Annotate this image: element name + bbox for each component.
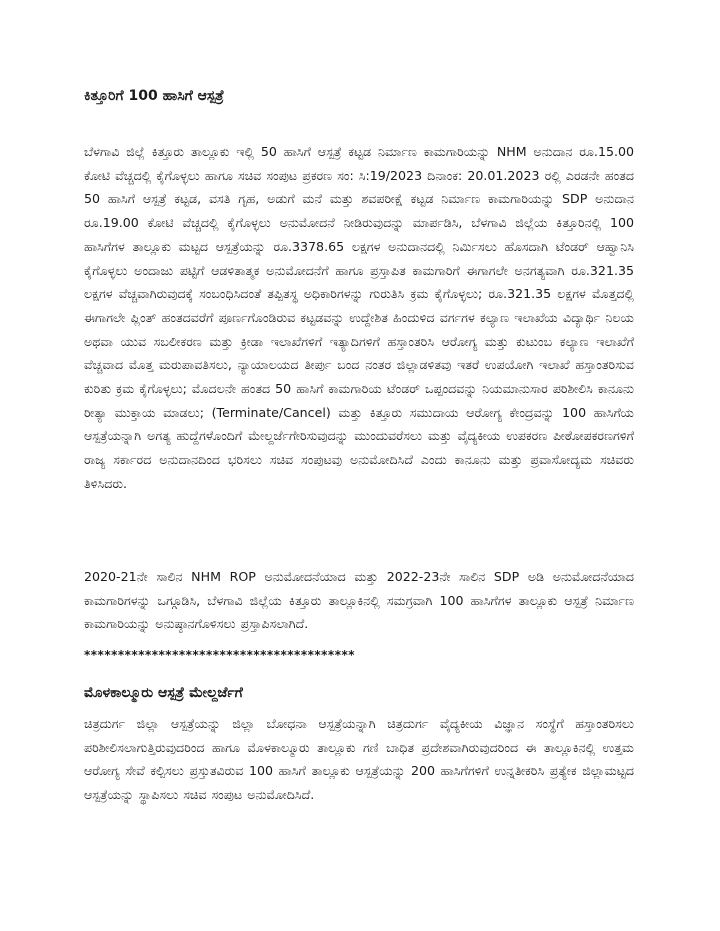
- paragraph-kittur-proposal: 2020-21ನೇ ಸಾಲಿನ NHM ROP ಅನುಮೋದನೆಯಾದ ಮತ್ತು 2022-23ನೇ ಸಾಲಿನ SDP ಅಡಿ ಅನುಮೋದನೆಯಾದ ಕಾಮಗಾರಿಗಳನ್ನು ಒಗ್ಗೂಡಿಸಿ, ಬೆಳಗಾವಿ ಜಿಲ್ಲೆಯ ಕಿತ್ತೂರು ತಾಲ್ಲೂಕಿನಲ್ಲಿ ಸಮಗ್ರವಾಗಿ 100 ಹಾಸಿಗೆಗಳ ತಾಲ್ಲೂಕು ಆಸ್ಪತ್ರೆ ನಿರ್ಮಾಣ ಕಾಮಗಾರಿಯನ್ನು ಅನುಷ್ಠಾನಗೊಳಿಸಲು ಪ್ರಸ್ತಾಪಿಸಲಾಗಿದೆ.: [84, 569, 634, 632]
- paragraph-kittur-details: ಬೆಳಗಾವಿ ಜಿಲ್ಲೆ ಕಿತ್ತೂರು ತಾಲ್ಲೂಕು ಇಲ್ಲಿ 50 ಹಾಸಿಗೆ ಆಸ್ಪತ್ರೆ ಕಟ್ಟಡ ನಿರ್ಮಾಣ ಕಾಮಗಾರಿಯನ್ನು NHM ಅನುದಾನ ರೂ.15.00 ಕೋಟಿ ವೆಚ್ಚದಲ್ಲಿ ಕೈಗೊಳ್ಳಲು ಹಾಗೂ ಸಚಿವ ಸಂಪುಟ ಪ್ರಕರಣ ಸಂ: ಸಿ:19/2023 ದಿನಾಂಕ: 20.01.2023 ರಲ್ಲಿ ಎರಡನೇ ಹಂತದ 50 ಹಾಸಿಗೆ ಆಸ್ಪತ್ರೆ ಕಟ್ಟಡ, ವಸತಿ ಗೃಹ, ಅಡುಗೆ ಮನೆ ಮತ್ತು ಶವಪರೀಕ್ಷೆ ಕಟ್ಟಡ ನಿರ್ಮಾಣ ಕಾಮಗಾರಿಯನ್ನು SDP ಅನುದಾನ ರೂ.19.00 ಕೋಟಿ ವೆಚ್ಚದಲ್ಲಿ ಕೈಗೊಳ್ಳಲು ಅನುಮೋದನೆ ನೀಡಿರುವುದನ್ನು ಮಾರ್ಪಡಿಸಿ, ಬೆಳಗಾವಿ ಜಿಲ್ಲೆಯ ಕಿತ್ತೂರಿನಲ್ಲಿ 100 ಹಾಸಿಗೆಗಳ ತಾಲ್ಲೂಕು ಮಟ್ಟದ ಆಸ್ಪತ್ರೆಯನ್ನು ರೂ.3378.65 ಲಕ್ಷಗಳ ಅನುದಾನದಲ್ಲಿ ನಿರ್ಮಿಸಲು ಹೊಸದಾಗಿ ಟೆಂಡರ್ ಆಹ್ವಾನಿಸಿ ಕೈಗೊಳ್ಳಲು ಅಂದಾಜು ಪಟ್ಟಿಗೆ ಆಡಳಿತಾತ್ಮಕ ಅನುಮೋದನೆಗೆ ಹಾಗೂ ಪ್ರಸ್ತಾಪಿತ ಕಾಮಗಾರಿಗೆ ಈಗಾಗಲೇ ಅನಗತ್ಯವಾಗಿ ರೂ.321.35 ಲಕ್ಷಗಳ ವೆಚ್ಚವಾಗಿರುವುದಕ್ಕೆ ಸಂಬಂಧಿಸಿದಂತೆ ತಪ್ಪಿತಸ್ಥ ಅಧಿಕಾರಿಗಳನ್ನು ಗುರುತಿಸಿ ಕ್ರಮ ಕೈಗೊಳ್ಳಲು; ರೂ.321.35 ಲಕ್ಷಗಳ ಮೊತ್ತದಲ್ಲಿ ಈಗಾಗಲೇ ಪ್ಲಿಂತ್ ಹಂತದವರೆಗೆ ಪೂರ್ಣಗೊಂಡಿರುವ ಕಟ್ಟಡವನ್ನು ಉದ್ದೇಶಿತ ಹಿಂದುಳಿದ ವರ್ಗಗಳ ಕಲ್ಯಾಣ ಇಲಾಖೆಯ ವಿದ್ಯಾರ್ಥಿ ನಿಲಯ ಅಥವಾ ಯುವ ಸಬಲೀಕರಣ ಮತ್ತು ಕ್ರೀಡಾ ಇಲಾಖೆಗಳಿಗೆ ಇತ್ಯಾದಿಗಳಿಗೆ ಹಸ್ತಾಂತರಿಸಿ ಆರೋಗ್ಯ ಮತ್ತು ಕುಟುಂಬ ಕಲ್ಯಾಣ ಇಲಾಖೆಗೆ ವೆಚ್ಚವಾದ ಮೊತ್ತ ಮರುಪಾವತಿಸಲು, ನ್ಯಾಯಾಲಯದ ತೀರ್ಪು ಬಂದ ನಂತರ ಜಿಲ್ಲಾಡಳಿತವು ಇತರೆ ಉಪಯೋಗಿ ಇಲಾಖೆ ಹಸ್ತಾಂತರಿಸುವ ಕುರಿತು ಕ್ರಮ ಕೈಗೊಳ್ಳಲು; ಮೊದಲನೇ ಹಂತದ 50 ಹಾಸಿಗೆ ಕಾಮಗಾರಿಯ ಟೆಂಡರ್ ಒಪ್ಪಂದವನ್ನು ನಿಯಮಾನುಸಾರ ಪರಿಶೀಲಿಸಿ ಕಾನೂನು ರೀತ್ಯಾ ಮುಕ್ತಾಯ ಮಾಡಲು; (Terminate/Cancel) ಮತ್ತು ಕಿತ್ತೂರು ಸಮುದಾಯ ಆರೋಗ್ಯ ಕೇಂದ್ರವನ್ನು 100 ಹಾಸಿಗೆಯ ಆಸ್ಪತ್ರೆಯನ್ನಾಗಿ ಅಗತ್ಯ ಹುದ್ದೆಗಳೊಂದಿಗೆ ಮೇಲ್ದರ್ಜೆಗೇರಿಸುವುದನ್ನು ಮುಂದುವರೆಸಲು ಮತ್ತು ವೈದ್ಯಕೀಯ ಉಪಕರಣ ಪೀಠೋಪಕರಣಗಳಿಗೆ ರಾಜ್ಯ ಸರ್ಕಾರದ ಅನುದಾನದಿಂದ ಭರಿಸಲು ಸಚಿವ ಸಂಪುಟವು ಅನುಮೋದಿಸಿದೆ ಎಂದು ಕಾನೂನು ಮತ್ತು ಪ್ರವಾಸೋದ್ಯಮ ಸಚಿವರು ತಿಳಿಸಿದರು.: [84, 144, 634, 491]
- section-separator: ****************************************: [84, 648, 356, 662]
- section-heading-kittur: ಕಿತ್ತೂರಿಗೆ 100 ಹಾಸಿಗೆ ಆಸ್ಪತ್ರೆ: [84, 88, 224, 104]
- paragraph-molakalmuru-details: ಚಿತ್ರದುರ್ಗ ಜಿಲ್ಲಾ ಆಸ್ಪತ್ರೆಯನ್ನು ಜಿಲ್ಲಾ ಬೋಧನಾ ಆಸ್ಪತ್ರೆಯನ್ನಾಗಿ ಚಿತ್ರದುರ್ಗ ವೈದ್ಯಕೀಯ ವಿಜ್ಞಾನ ಸಂಸ್ಥೆಗೆ ಹಸ್ತಾಂತರಿಸಲು ಪರಿಶೀಲಿಸಲಾಗುತ್ತಿರುವುದರಿಂದ ಹಾಗೂ ಮೊಳಕಾಲ್ಮೂರು ತಾಲ್ಲೂಕು ಗಣಿ ಬಾಧಿತ ಪ್ರದೇಶವಾಗಿರುವುದರಿಂದ ಈ ತಾಲ್ಲೂಕಿನಲ್ಲಿ ಉತ್ತಮ ಆರೋಗ್ಯ ಸೇವೆ ಕಲ್ಪಿಸಲು ಪ್ರಸ್ತುತವಿರುವ 100 ಹಾಸಿಗೆ ತಾಲ್ಲೂಕು ಆಸ್ಪತ್ರೆಯನ್ನು 200 ಹಾಸಿಗೆಗಳಿಗೆ ಉನ್ನತೀಕರಿಸಿ ಪ್ರತ್ಯೇಕ ಜಿಲ್ಲಾಮಟ್ಟದ ಆಸ್ಪತ್ರೆಯನ್ನು ಸ್ಥಾಪಿಸಲು ಸಚಿವ ಸಂಪುಟ ಅನುಮೋದಿಸಿದೆ.: [84, 716, 634, 803]
- section-heading-molakalmuru: ಮೊಳಕಾಲ್ಮೂರು ಆಸ್ಪತ್ರೆ ಮೇಲ್ದರ್ಜೆಗೆ: [84, 685, 243, 701]
